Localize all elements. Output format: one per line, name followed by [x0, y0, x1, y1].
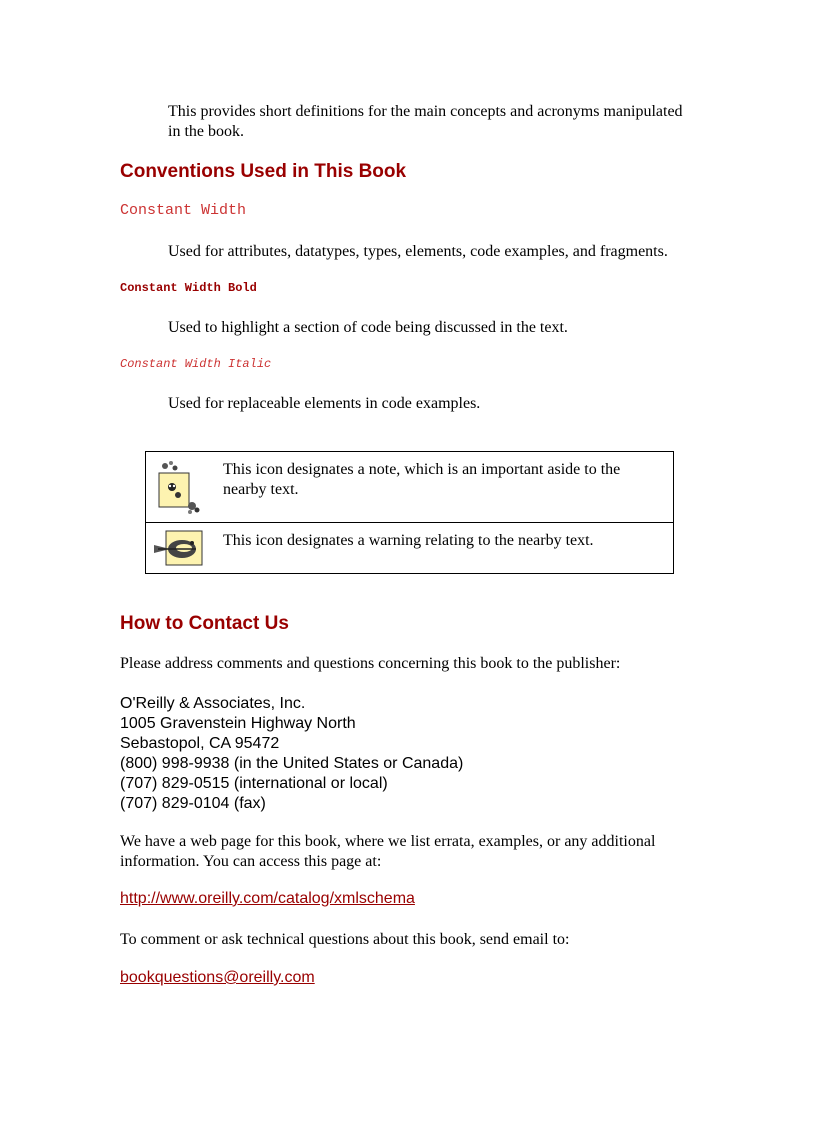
contact-heading: How to Contact Us [120, 613, 289, 634]
glossary-definition: This provides short definitions for the main concepts and acronyms manipulated in the book. [168, 103, 683, 140]
web-page-text: We have a web page for this book, where we list errata, examples, or any additional information. You can access this page at: [120, 833, 656, 870]
email-text: To comment or ask technical questions about this book, send email to: [120, 931, 570, 948]
note-description: This icon designates a note, which is an important aside to the nearby text. [223, 461, 621, 498]
note-owl-icon [152, 458, 204, 516]
conventions-heading: Conventions Used in This Book [120, 161, 407, 182]
catalog-link[interactable]: http://www.oreilly.com/catalog/xmlschema [120, 890, 415, 907]
warning-description: This icon designates a warning relating to the nearby text. [223, 532, 594, 549]
address-line: (707) 829-0104 (fax) [120, 795, 266, 812]
term-constant-width-italic: Constant Width Italic [120, 357, 272, 371]
email-link[interactable]: bookquestions@oreilly.com [120, 969, 315, 986]
address-line: O'Reilly & Associates, Inc. [120, 695, 306, 712]
contact-intro: Please address comments and questions concerning this book to the publisher: [120, 655, 621, 672]
address-line: 1005 Gravenstein Highway North [120, 715, 356, 732]
definition-constant-width-italic: Used for replaceable elements in code examples. [168, 395, 481, 412]
icon-legend-row-warning [146, 522, 673, 573]
address-line: (800) 998-9938 (in the United States or Canada) [120, 755, 464, 772]
definition-constant-width: Used for attributes, datatypes, types, elements, code examples, and fragments. [168, 243, 668, 260]
icon-legend-table [145, 451, 674, 574]
icon-legend-row-note [146, 452, 673, 522]
definition-constant-width-bold: Used to highlight a section of code being discussed in the text. [168, 319, 568, 336]
warning-turkey-icon [152, 529, 204, 567]
address-line: (707) 829-0515 (international or local) [120, 775, 388, 792]
term-constant-width-bold: Constant Width Bold [120, 281, 257, 295]
term-constant-width: Constant Width [120, 202, 247, 219]
address-line: Sebastopol, CA 95472 [120, 735, 280, 752]
publisher-address [120, 694, 463, 814]
